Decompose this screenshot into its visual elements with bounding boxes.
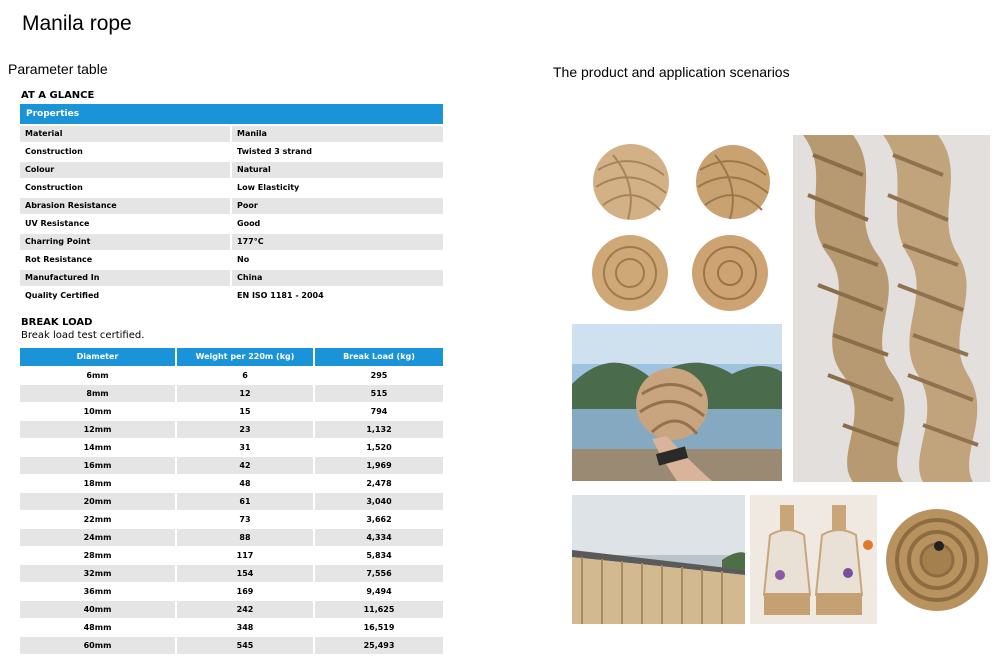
break-load-cell: 1,132 (315, 421, 443, 438)
diameter-cell: 14mm (83, 443, 112, 452)
break-load-cell: 11,625 (315, 601, 443, 618)
break-load-row (20, 619, 443, 636)
weight-cell: 73 (239, 515, 251, 524)
property-value: Good (237, 219, 261, 228)
break-load-cell: 25,493 (315, 637, 443, 654)
break-load-row (20, 493, 443, 510)
header-break-load: Break Load (kg) (315, 348, 443, 366)
weight-cell: 242 (177, 601, 313, 618)
break-load-cell: 1,969 (315, 457, 443, 474)
header-diameter: Diameter (20, 348, 175, 366)
break-load-cell: 5,834 (366, 551, 392, 560)
scenarios-title: The product and application scenarios (553, 64, 790, 80)
property-label: Construction (25, 183, 83, 192)
weight-cell: 42 (177, 457, 313, 474)
property-row (20, 162, 443, 178)
property-row (20, 198, 443, 214)
break-load-row (20, 367, 443, 384)
break-load-cell: 295 (370, 371, 388, 380)
coiled-rope-photo (884, 504, 990, 616)
at-a-glance-title: AT A GLANCE (21, 90, 95, 101)
break-load-row (20, 403, 443, 420)
property-value: EN ISO 1181 - 2004 (237, 291, 324, 300)
weight-cell: 88 (177, 529, 313, 546)
property-label: Quality Certified (25, 291, 100, 300)
break-load-row (20, 511, 443, 528)
property-label: Charring Point (20, 234, 230, 250)
break-load-table (20, 348, 443, 655)
diameter-cell: 48mm (83, 623, 112, 632)
property-value: No (237, 255, 250, 264)
header-weight: Weight per 220m (kg) (177, 348, 313, 366)
diameter-cell: 22mm (83, 515, 112, 524)
properties-table (20, 126, 443, 306)
property-label: Material (20, 126, 230, 142)
property-row (20, 252, 443, 268)
break-load-cell: 794 (370, 407, 388, 416)
weight-cell: 23 (177, 421, 313, 438)
property-label: Abrasion Resistance (20, 198, 230, 214)
weight-cell: 48 (239, 479, 251, 488)
break-load-cell: 1,520 (366, 443, 392, 452)
twine-ball-3 (592, 235, 668, 311)
drying-rack-photo (572, 495, 745, 624)
break-load-cell: 3,040 (315, 493, 443, 510)
twine-balls-photo (578, 135, 782, 317)
twine-ball-2 (696, 145, 770, 219)
diameter-cell: 6mm (86, 371, 109, 380)
property-row (20, 180, 443, 196)
property-label: Construction (25, 147, 83, 156)
property-value: Manila (232, 126, 443, 142)
break-load-cell: 16,519 (363, 623, 395, 632)
break-load-row (20, 637, 443, 654)
diameter-cell: 24mm (20, 529, 175, 546)
twisted-rope-photo (793, 135, 990, 482)
diameter-cell: 10mm (83, 407, 112, 416)
weight-cell: 348 (236, 623, 254, 632)
break-load-row (20, 565, 443, 582)
diameter-cell: 20mm (20, 493, 175, 510)
diameter-cell: 36mm (83, 587, 112, 596)
weight-cell: 117 (236, 551, 254, 560)
break-load-subtitle: Break load test certified. (21, 330, 145, 341)
weight-cell: 31 (239, 443, 251, 452)
break-load-row (20, 601, 443, 618)
weight-cell: 169 (236, 587, 254, 596)
diameter-cell: 40mm (20, 601, 175, 618)
break-load-cell: 2,478 (366, 479, 392, 488)
property-label: Colour (20, 162, 230, 178)
break-load-row (20, 583, 443, 600)
property-row (20, 126, 443, 142)
break-load-row (20, 529, 443, 546)
break-load-row (20, 421, 443, 438)
break-load-cell: 4,334 (315, 529, 443, 546)
lake-rope-ball-photo (572, 324, 782, 481)
weight-cell: 61 (177, 493, 313, 510)
property-label: Manufactured In (20, 270, 230, 286)
twine-ball-4 (692, 235, 768, 311)
property-label: UV Resistance (25, 219, 90, 228)
property-value: Twisted 3 strand (237, 147, 312, 156)
property-value: Natural (232, 162, 443, 178)
parameter-table-title: Parameter table (8, 61, 108, 77)
property-row (20, 216, 443, 232)
weight-cell: 154 (177, 565, 313, 582)
diameter-cell: 12mm (20, 421, 175, 438)
break-load-cell: 3,662 (366, 515, 392, 524)
property-value: China (232, 270, 443, 286)
property-label: Rot Resistance (25, 255, 93, 264)
break-load-row (20, 439, 443, 456)
break-load-cell: 7,556 (315, 565, 443, 582)
property-value: Low Elasticity (237, 183, 300, 192)
break-load-row (20, 457, 443, 474)
diameter-cell: 16mm (20, 457, 175, 474)
break-load-title: BREAK LOAD (21, 317, 93, 328)
diameter-cell: 8mm (20, 385, 175, 402)
weight-cell: 12 (177, 385, 313, 402)
diameter-cell: 60mm (20, 637, 175, 654)
break-load-row (20, 547, 443, 564)
break-load-cell: 9,494 (366, 587, 392, 596)
diameter-cell: 28mm (83, 551, 112, 560)
diameter-cell: 32mm (20, 565, 175, 582)
break-load-row (20, 475, 443, 492)
weight-cell: 545 (177, 637, 313, 654)
weight-cell: 15 (239, 407, 251, 416)
weight-cell: 6 (242, 371, 248, 380)
property-value: Poor (232, 198, 443, 214)
property-row (20, 234, 443, 250)
break-load-header-row (20, 348, 443, 366)
break-load-cell: 515 (315, 385, 443, 402)
properties-header: Properties (20, 104, 443, 124)
diameter-cell: 18mm (83, 479, 112, 488)
property-row (20, 144, 443, 160)
page-title: Manila rope (22, 12, 132, 35)
property-row (20, 288, 443, 304)
property-row (20, 270, 443, 286)
rope-ball (636, 368, 708, 440)
twine-ball-1 (593, 144, 669, 220)
bottle-lamps-photo (750, 495, 877, 624)
property-value: 177°C (232, 234, 443, 250)
break-load-row (20, 385, 443, 402)
